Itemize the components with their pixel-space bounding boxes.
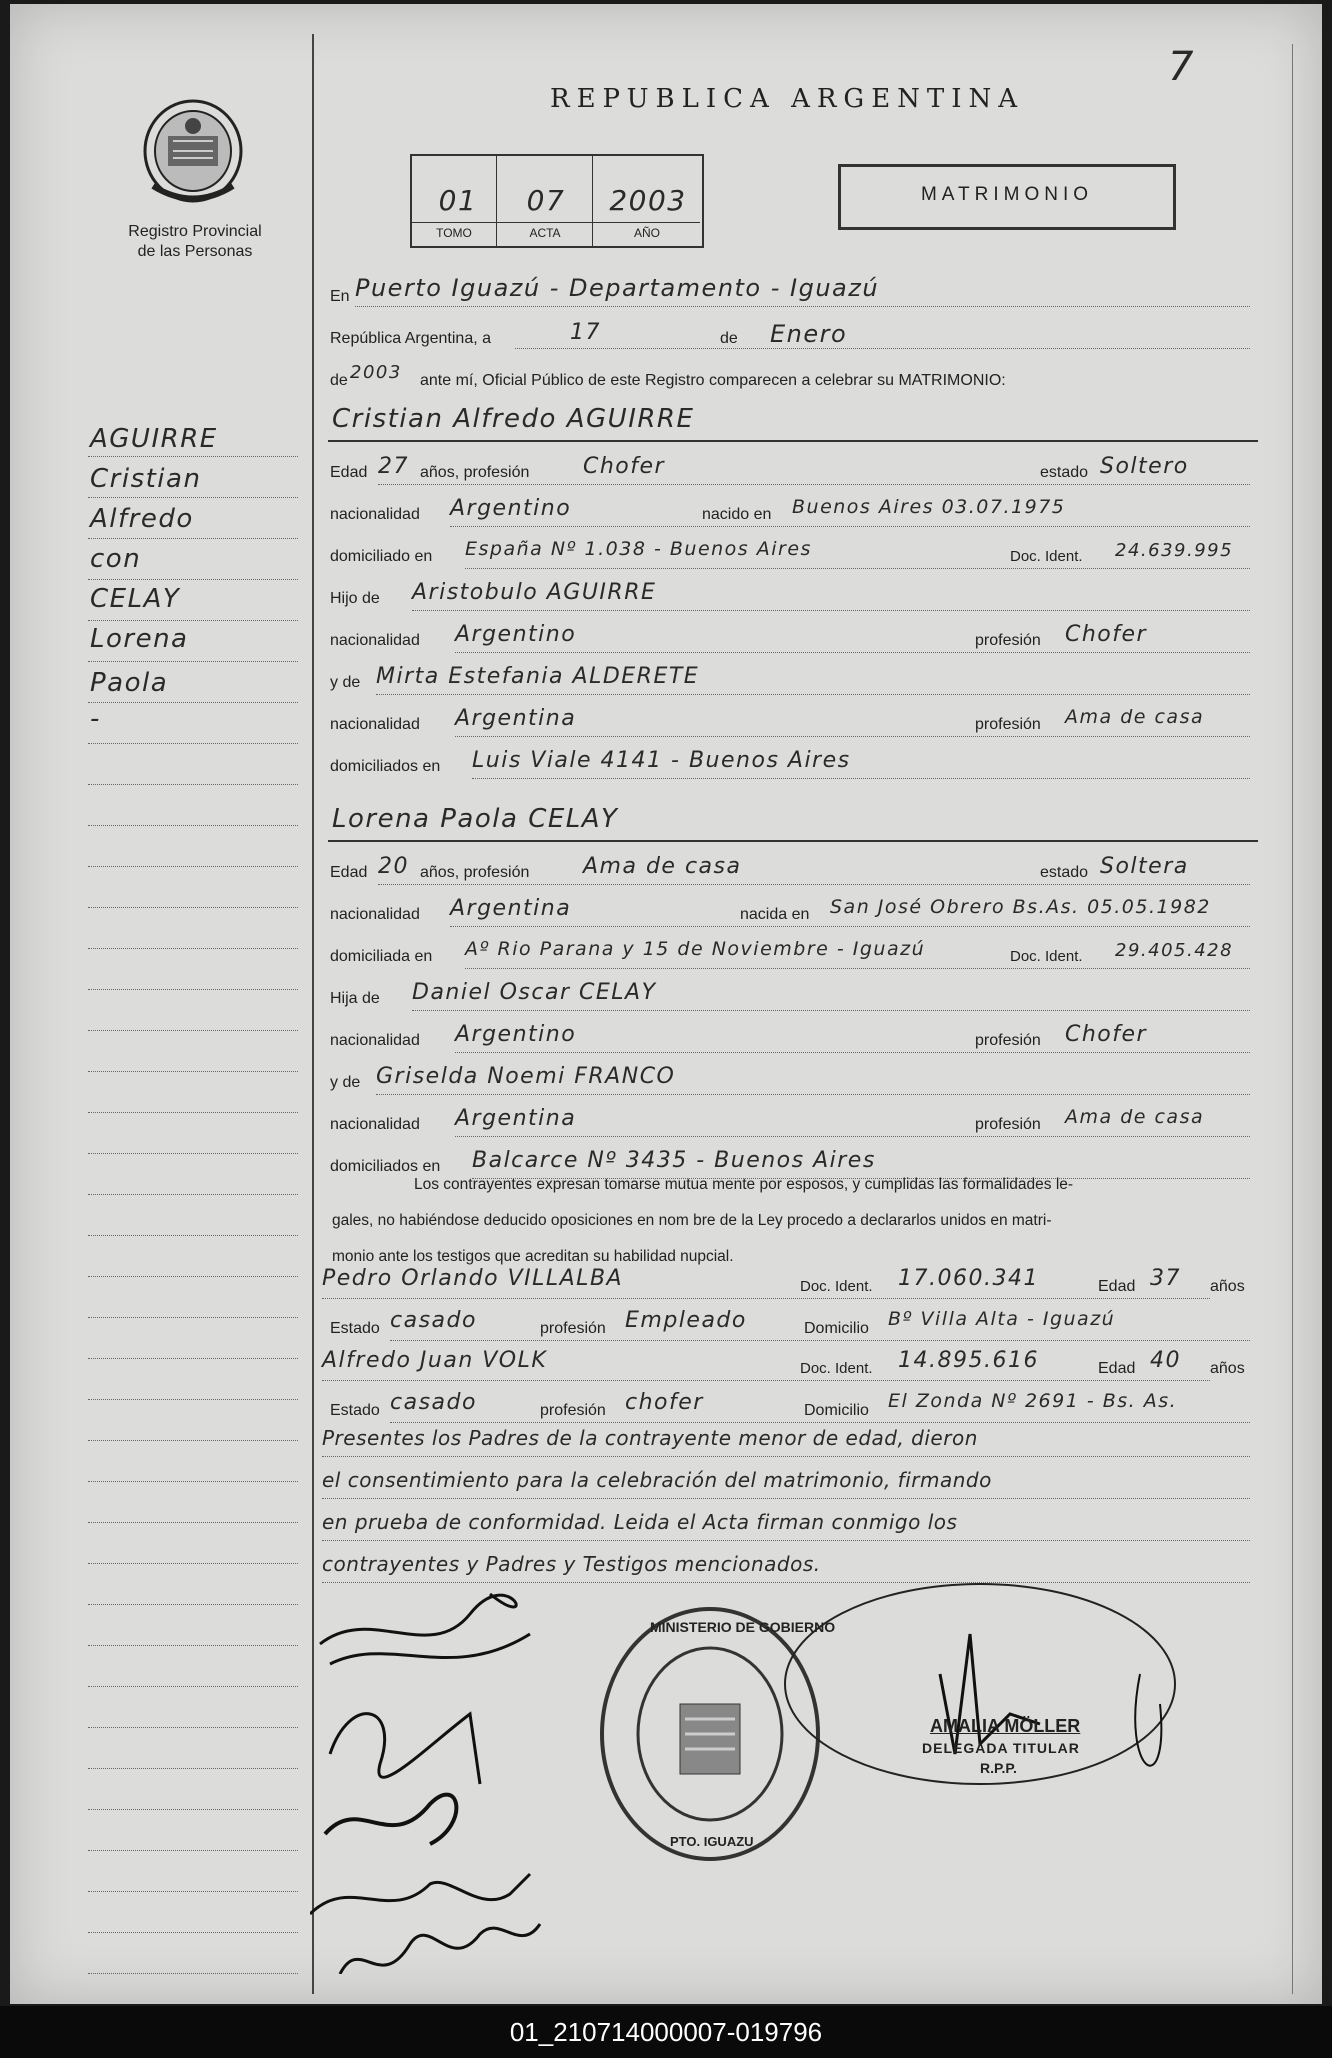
margin-rule: [88, 1932, 298, 1933]
rule: [328, 440, 1258, 442]
rule: [378, 484, 1250, 485]
margin-rule: [88, 579, 298, 580]
profesion-label: profesión: [975, 1116, 1041, 1133]
ano-value: 2003: [609, 184, 687, 217]
declaration-line: monio ante los testigos que acreditan su habilidad nupcial.: [332, 1248, 734, 1265]
margin-rule: [88, 1522, 298, 1523]
rule: [450, 926, 1250, 927]
bride-mother-prof: Ama de casa: [1065, 1106, 1205, 1128]
margin-rule: [88, 1973, 298, 1974]
groom-father-prof: Chofer: [1065, 622, 1148, 647]
edad-label: Edad: [1098, 1360, 1136, 1377]
domiciliados-label: domiciliados en: [330, 758, 441, 775]
official-name: AMALIA MÖLLER: [930, 1716, 1081, 1736]
bride-father: Daniel Oscar CELAY: [412, 980, 657, 1005]
margin-rule: [88, 497, 298, 498]
groom-profession: Chofer: [583, 454, 666, 479]
rule: [390, 1422, 1250, 1423]
rule: [465, 968, 1250, 969]
domicilio-label: domiciliada en: [330, 948, 433, 965]
margin-rule: [88, 538, 298, 539]
groom-address: España Nº 1.038 - Buenos Aires: [465, 538, 812, 560]
margin-rule: [88, 1768, 298, 1769]
witness-estado: casado: [390, 1308, 477, 1333]
signatures: [310, 1574, 610, 1974]
doc-label: Doc. Ident.: [800, 1278, 873, 1295]
rule: [378, 884, 1250, 885]
rule: [322, 1540, 1250, 1541]
margin-name: AGUIRRE: [90, 424, 218, 454]
witness-age: 37: [1150, 1266, 1181, 1291]
nacido-label: nacida en: [740, 906, 810, 923]
margin-rule: [88, 1891, 298, 1892]
witness-name: Pedro Orlando VILLALBA: [322, 1266, 624, 1291]
bride-age: 20: [378, 854, 409, 879]
anos-prof-label: años, profesión: [420, 464, 530, 481]
groom-age: 27: [378, 454, 409, 479]
margin-rule: [88, 1071, 298, 1072]
witness-age: 40: [1150, 1348, 1181, 1373]
margin-rule: [88, 456, 298, 457]
note-line: Presentes los Padres de la contrayente menor de edad, dieron: [322, 1426, 978, 1450]
registry-line1: Registro Provincial: [128, 223, 262, 240]
certificate-sheet: [10, 4, 1322, 2004]
margin-rule: [88, 1194, 298, 1195]
note-line: en prueba de conformidad. Leida el Acta firman conmigo los: [322, 1510, 958, 1534]
margin-rule: [88, 743, 298, 744]
groom-name: Cristian Alfredo AGUIRRE: [332, 404, 695, 434]
de-label: de: [720, 330, 738, 347]
year-prefix: de: [330, 372, 348, 389]
profesion-label: profesión: [540, 1402, 606, 1419]
declaration-line: Los contrayentes expresan tomarse mutua mente por esposos, y cumplidas las formalidades le-: [414, 1176, 1074, 1193]
edad-label: Edad: [330, 464, 368, 481]
rule: [465, 568, 1250, 569]
rule: [455, 1052, 1250, 1053]
rule: [322, 1298, 1210, 1299]
rule: [322, 1456, 1250, 1457]
witness-name: Alfredo Juan VOLK: [322, 1348, 548, 1373]
ano-label: AÑO: [633, 226, 660, 240]
page-number: 7: [1168, 44, 1195, 90]
domicilio-label: Domicilio: [804, 1402, 869, 1419]
bride-doc: 29.405.428: [1115, 940, 1234, 961]
bride-name: Lorena Paola CELAY: [332, 804, 619, 834]
tomo-label: TOMO: [436, 226, 472, 240]
rep-label: República Argentina, a: [330, 330, 491, 347]
bride-mother: Griselda Noemi FRANCO: [376, 1064, 676, 1089]
registry-title: [110, 222, 280, 262]
groom-father-nat: Argentino: [455, 622, 577, 647]
tomo-value: 01: [438, 184, 478, 217]
intro-day: 17: [570, 320, 601, 345]
margin-rule: [88, 1235, 298, 1236]
rule: [376, 1094, 1250, 1095]
profesion-label: profesión: [975, 1032, 1041, 1049]
estado-label: Estado: [330, 1320, 380, 1337]
margin-name: CELAY: [90, 584, 181, 614]
note-line: contrayentes y Padres y Testigos mencionados.: [322, 1552, 821, 1576]
margin-rule: [88, 1399, 298, 1400]
rule: [376, 694, 1250, 695]
nacionalidad-label: nacionalidad: [330, 906, 420, 923]
note-line: el consentimiento para la celebración del matrimonio, firmando: [322, 1468, 992, 1492]
anos-label: años: [1210, 1360, 1245, 1377]
margin-rule: [88, 1358, 298, 1359]
acta-label: ACTA: [529, 226, 561, 240]
margin-rule: [88, 1686, 298, 1687]
rule: [412, 610, 1250, 611]
groom-mother-nat: Argentina: [455, 706, 577, 731]
hijo-label: Hija de: [330, 990, 380, 1007]
registry-line2: de las Personas: [137, 243, 253, 260]
intro-statement: ante mí, Oficial Público de este Registro comparecen a celebrar su MATRIMONIO:: [420, 372, 1006, 389]
witness-estado: casado: [390, 1390, 477, 1415]
nacido-label: nacido en: [702, 506, 772, 523]
rule: [472, 778, 1250, 779]
edad-label: Edad: [330, 864, 368, 881]
bride-father-prof: Chofer: [1065, 1022, 1148, 1047]
bride-profession: Ama de casa: [583, 854, 742, 879]
margin-name: Alfredo: [90, 504, 194, 534]
profesion-label: profesión: [975, 716, 1041, 733]
margin-rule: [88, 1112, 298, 1113]
witness-profession: chofer: [625, 1390, 704, 1415]
yde-label: y de: [330, 674, 361, 691]
estado-label: Estado: [330, 1402, 380, 1419]
anos-prof-label: años, profesión: [420, 864, 530, 881]
nacionalidad-label: nacionalidad: [330, 716, 420, 733]
groom-mother: Mirta Estefania ALDERETE: [376, 664, 700, 689]
witness-doc: 17.060.341: [898, 1266, 1039, 1291]
groom-doc: 24.639.995: [1115, 540, 1234, 561]
intro-year: 2003: [350, 362, 402, 383]
rule: [322, 1380, 1210, 1381]
margin-rule: [88, 907, 298, 908]
witness-address: Bº Villa Alta - Iguazú: [888, 1308, 1116, 1330]
margin-rule: [88, 620, 298, 621]
margin-rule: [88, 1727, 298, 1728]
margin-name: Cristian: [90, 464, 202, 494]
bride-parents-address: Balcarce Nº 3435 - Buenos Aires: [472, 1148, 876, 1173]
bride-birth: San José Obrero Bs.As. 05.05.1982: [830, 896, 1211, 918]
rule: [455, 652, 1250, 653]
witness-profession: Empleado: [625, 1308, 747, 1333]
footer-id: 01_210714000007-019796: [0, 2006, 1332, 2058]
margin-rule: [88, 866, 298, 867]
bride-father-nat: Argentino: [455, 1022, 577, 1047]
rule: [328, 840, 1258, 842]
en-label: En: [330, 288, 350, 305]
margin-rule: [88, 948, 298, 949]
margin-name: Paola: [90, 668, 169, 698]
margin-rule: [88, 1604, 298, 1605]
margin-name: -: [90, 704, 101, 734]
rule: [390, 1340, 1250, 1341]
declaration-line: gales, no habiéndose deducido oposiciones en nom bre de la Ley procedo a declararlos unidos en matri-: [332, 1212, 1052, 1229]
nacionalidad-label: nacionalidad: [330, 1116, 420, 1133]
margin-rule: [88, 825, 298, 826]
margin-rule: [88, 989, 298, 990]
margin-rule: [88, 1563, 298, 1564]
margin-rule: [88, 1153, 298, 1154]
profesion-label: profesión: [975, 632, 1041, 649]
margin-rule: [88, 1030, 298, 1031]
margin-name: con: [90, 544, 142, 574]
coat-of-arms-icon: [138, 96, 248, 208]
hijo-label: Hijo de: [330, 590, 380, 607]
profesion-label: profesión: [540, 1320, 606, 1337]
margin-rule: [88, 661, 298, 662]
rule: [412, 1010, 1250, 1011]
doc-label: Doc. Ident.: [1010, 548, 1083, 565]
doc-label: Doc. Ident.: [800, 1360, 873, 1377]
margin-rule: [88, 1481, 298, 1482]
margin-rule: [88, 1276, 298, 1277]
nacionalidad-label: nacionalidad: [330, 506, 420, 523]
official-office: R.P.P.: [980, 1760, 1017, 1776]
margin-rule: [88, 784, 298, 785]
bride-mother-nat: Argentina: [455, 1106, 577, 1131]
bride-address: Aº Rio Parana y 15 de Noviembre - Iguazú: [465, 938, 926, 960]
margin-rule: [88, 1440, 298, 1441]
estado-label: estado: [1040, 864, 1089, 881]
seal-text-bottom: PTO. IGUAZU: [670, 1834, 754, 1849]
domiciliados-label: domiciliados en: [330, 1158, 441, 1175]
nacionalidad-label: nacionalidad: [330, 1032, 420, 1049]
acta-value: 07: [526, 184, 566, 217]
doc-type: MATRIMONIO: [920, 184, 1094, 205]
country-title: REPUBLICA ARGENTINA: [550, 84, 1025, 114]
rule: [450, 526, 1250, 527]
rule: [322, 1498, 1250, 1499]
margin-name: Lorena: [90, 624, 189, 654]
intro-month: Enero: [770, 320, 848, 348]
domicilio-label: Domicilio: [804, 1320, 869, 1337]
groom-nationality: Argentino: [450, 496, 572, 521]
groom-father: Aristobulo AGUIRRE: [412, 580, 657, 605]
seal-text-top: MINISTERIO DE GOBIERNO: [650, 1619, 836, 1635]
nacionalidad-label: nacionalidad: [330, 632, 420, 649]
margin-rule: [88, 1645, 298, 1646]
right-edge-line: [1292, 44, 1293, 1994]
groom-parents-address: Luis Viale 4141 - Buenos Aires: [472, 748, 851, 773]
intro-place: Puerto Iguazú - Departamento - Iguazú: [355, 274, 880, 302]
margin-rule: [88, 1809, 298, 1810]
groom-mother-prof: Ama de casa: [1065, 706, 1205, 728]
rule: [455, 1136, 1250, 1137]
domicilio-label: domiciliado en: [330, 548, 433, 565]
anos-label: años: [1210, 1278, 1245, 1295]
bride-estado: Soltera: [1100, 854, 1189, 879]
edad-label: Edad: [1098, 1278, 1136, 1295]
margin-rule: [88, 702, 298, 703]
rule: [455, 736, 1250, 737]
yde-label: y de: [330, 1074, 361, 1091]
margin-rule: [88, 1850, 298, 1851]
margin-rule: [88, 1317, 298, 1318]
witness-doc: 14.895.616: [898, 1348, 1039, 1373]
estado-label: estado: [1040, 464, 1089, 481]
bride-nationality: Argentina: [450, 896, 572, 921]
witness-address: El Zonda Nº 2691 - Bs. As.: [888, 1390, 1178, 1412]
groom-birth: Buenos Aires 03.07.1975: [792, 496, 1066, 518]
groom-estado: Soltero: [1100, 454, 1189, 479]
official-title: DELEGADA TITULAR: [922, 1740, 1080, 1756]
doc-label: Doc. Ident.: [1010, 948, 1083, 965]
